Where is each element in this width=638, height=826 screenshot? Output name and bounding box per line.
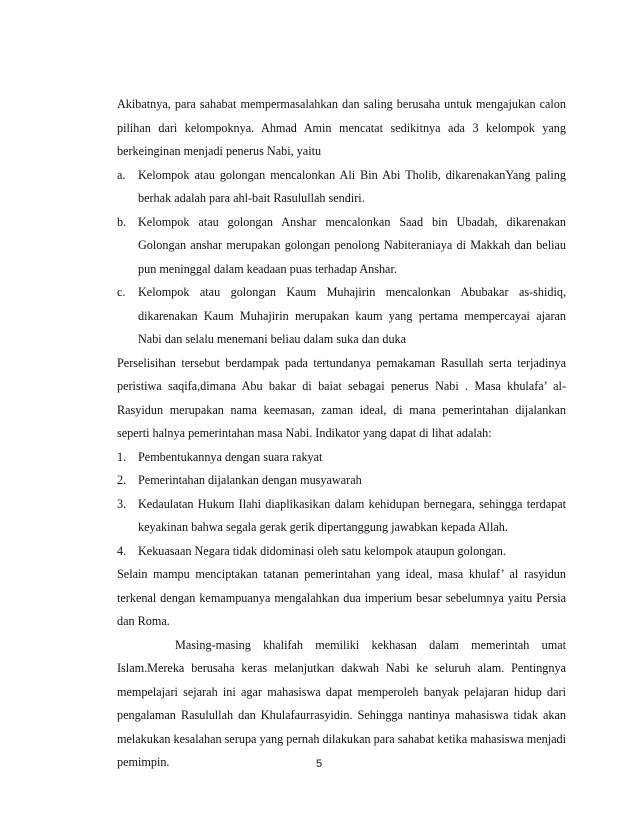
- group-list: [117, 164, 566, 352]
- page-number: 5: [315, 758, 323, 770]
- list-item: [117, 164, 566, 211]
- list-item-text: Pemerintahan dijalankan dengan musyawarah: [138, 473, 362, 487]
- list-item-text: Pembentukannya dengan suara rakyat: [138, 449, 323, 464]
- body-text: [117, 93, 566, 775]
- list-item: [117, 446, 566, 470]
- list-marker: a.: [117, 167, 126, 182]
- list-item: [117, 281, 566, 352]
- list-item-text: Kelompok atau golongan Anshar mencalonkan Saad bin Ubadah, dikarenakan Golongan anshar merupakan golongan penolong Nabiteraniaya di Makkah dan beliau pun meninggal dalam keadaan puas terhadap Anshar.: [138, 214, 566, 276]
- paragraph-masing: Masing-masing khalifah memiliki kekhasan dalam memerintah umat Islam.Mereka berusaha keras melanjutkan dakwah Nabi ke seluruh alam. Pentingnya mempelajari sejarah ini agar mahasiswa dapat memperoleh banyak pelajaran hidup dari pengalaman Rasulullah dan Khulafaurrasyidin. Sehingga nantinya mahasiswa tidak akan melakukan kesalahan serupa yang pernah dilakukan para sahabat ketika mahasiswa menjadi pemimpin.: [117, 637, 566, 769]
- list-marker: c.: [117, 285, 126, 299]
- list-item-text: Kelompok atau golongan mencalonkan Ali Bin Abi Tholib, dikarenakanYang paling berhak adalah para ahl-bait Rasulullah sendiri.: [138, 167, 566, 205]
- indicator-list: [117, 446, 566, 564]
- list-marker: 4.: [117, 543, 127, 558]
- paragraph-perselisihan: Perselisihan tersebut berdampak pada tertundanya pemakaman Rasullah serta terjadinya peristiwa saqifa,dimana Abu bakar di baiat sebagai penerus Nabi . Masa khulafa’ al-Rasyidun merupakan nama keemasan, zaman ideal, di mana pemerintahan dijalankan seperti halnya pemerintahan masa Nabi. Indikator yang dapat di lihat adalah:: [117, 355, 566, 440]
- list-item-text: Kelompok atau golongan Kaum Muhajirin mencalonkan Abubakar as-shidiq, dikarenakan Kaum Muhajirin merupakan kaum yang pertama mempercayai ajaran Nabi dan selalu menemani beliau dalam suka dan duka: [138, 285, 566, 346]
- list-marker: 2.: [117, 473, 127, 487]
- paragraph-intro: Akibatnya, para sahabat mempermasalahkan dan saling berusaha untuk mengajukan calon pilihan dari kelompoknya. Ahmad Amin mencatat sedikitnya ada 3 kelompok yang berkeinginan menjadi penerus Nabi, yaitu: [117, 97, 566, 158]
- list-item: [117, 493, 566, 540]
- list-item: [117, 469, 566, 493]
- list-item: [117, 211, 566, 282]
- list-item-text: Kekuasaan Negara tidak didominasi oleh satu kelompok ataupun golongan.: [138, 543, 506, 558]
- list-marker: 1.: [117, 449, 127, 464]
- paragraph-selain: Selain mampu menciptakan tatanan pemerintahan yang ideal, masa khulaf’ al rasyidun terkenal dengan kemampuanya mengalahkan dua imperium besar sebelumnya yaitu Persia dan Roma.: [117, 567, 566, 628]
- list-marker: b.: [117, 214, 127, 229]
- list-item-text: Kedaulatan Hukum Ilahi diaplikasikan dalam kehidupan bernegara, sehingga terdapat keyakinan bahwa segala gerak gerik dipertanggung jawabkan kepada Allah.: [138, 496, 566, 534]
- list-marker: 3.: [117, 496, 127, 511]
- list-item: [117, 540, 566, 564]
